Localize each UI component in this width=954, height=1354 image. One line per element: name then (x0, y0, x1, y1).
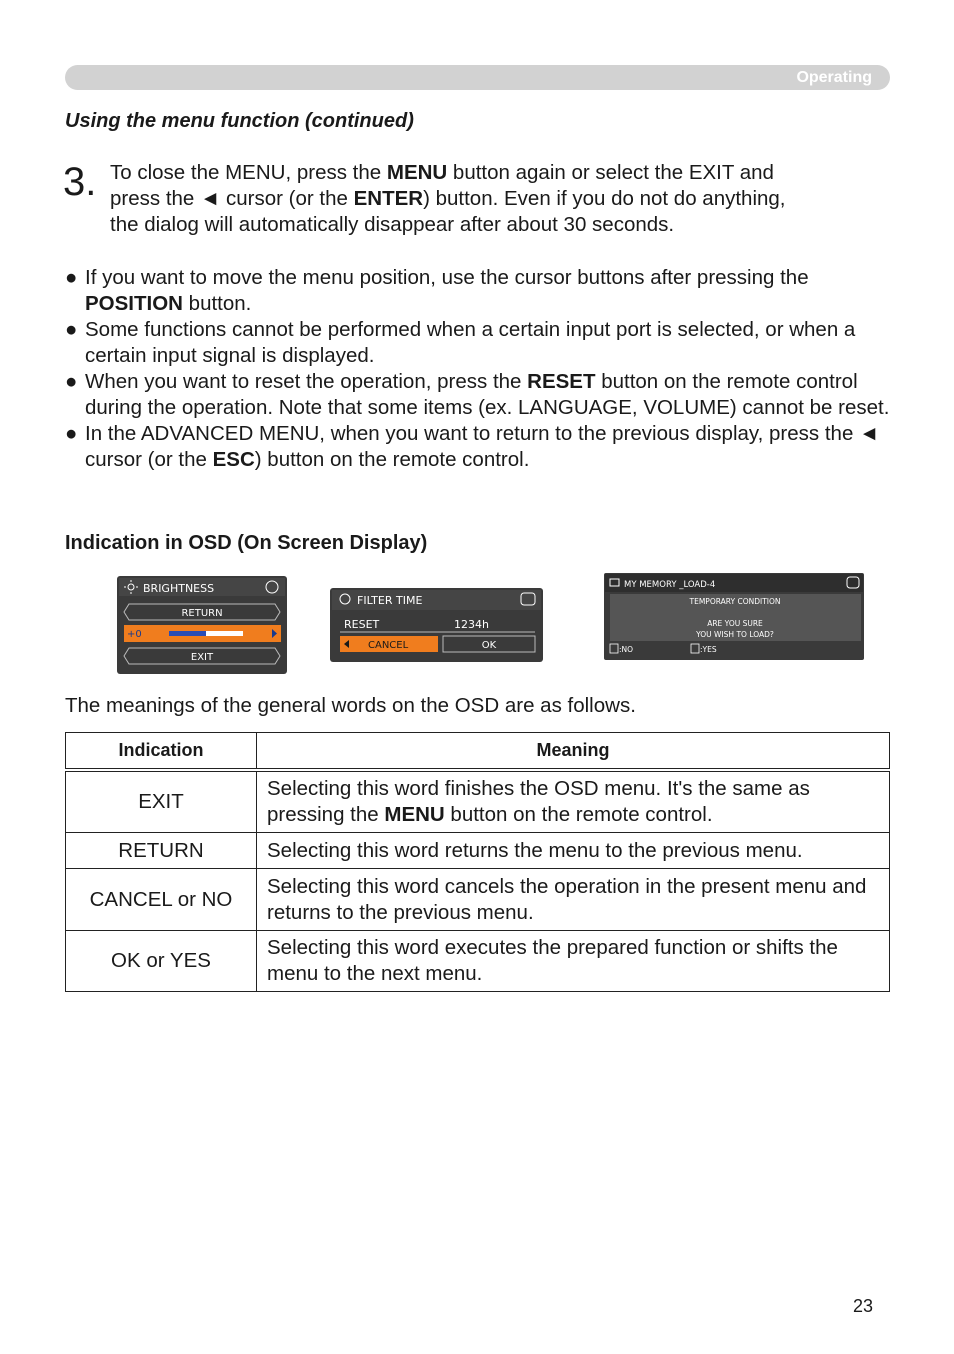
osd-brightness-value: +0 (127, 629, 142, 640)
bullet-icon: ● (65, 370, 78, 393)
reset-keyword: RESET (527, 370, 596, 393)
osd-brightness-image (117, 576, 287, 674)
osd-return-label: RETURN (181, 608, 223, 619)
table-row (66, 770, 890, 833)
section-label: Operating (796, 69, 872, 86)
osd-slider-fill (169, 631, 206, 636)
step-text: the dialog will automatically disappear after about 30 seconds. (110, 213, 675, 236)
meaning-cell (257, 770, 890, 833)
osd-words-table (65, 732, 890, 992)
notes-list (65, 265, 895, 473)
note-text: When you want to reset the operation, press the (85, 370, 528, 393)
meaning-text: Selecting this word finishes the OSD menu. It's the same as pressing the (267, 777, 810, 826)
section-title: Using the menu function (continued) (65, 110, 414, 132)
header-meaning: Meaning (257, 733, 890, 771)
table-header-row (66, 733, 890, 771)
step-text: To close the MENU, press the (110, 161, 387, 184)
osd-yes-label: :YES (700, 645, 717, 654)
table-row (66, 869, 890, 931)
step-text: press the ◄ cursor (or the (110, 187, 354, 210)
header-indication: Indication (66, 733, 257, 771)
note-item (65, 421, 895, 473)
osd-memory-title: MY MEMORY _LOAD-4 (624, 580, 716, 590)
meanings-intro: The meanings of the general words on the OSD are as follows. (65, 694, 636, 717)
note-item (65, 265, 895, 317)
step-text: button again or select the EXIT and (447, 161, 774, 184)
note-text: button. (182, 292, 252, 315)
meaning-text: button on the remote control. (444, 803, 713, 826)
osd-no-label: :NO (619, 645, 634, 654)
indication-cell: RETURN (66, 833, 257, 869)
osd-brightness-title: BRIGHTNESS (143, 582, 215, 595)
osd-filter-title: FILTER TIME (357, 594, 423, 607)
osd-memory-line2: ARE YOU SURE (707, 619, 763, 628)
esc-keyword: ESC (212, 448, 255, 471)
osd-exit-label: EXIT (190, 652, 214, 663)
indication-cell: EXIT (66, 770, 257, 833)
note-text: In the ADVANCED MENU, when you want to return to the previous display, press the ◄ cursor (or the (85, 422, 880, 471)
indication-cell: CANCEL or NO (66, 869, 257, 931)
osd-reset-label: RESET (344, 618, 380, 631)
meaning-cell: Selecting this word executes the prepared function or shifts the menu to the next menu. (257, 931, 890, 992)
meaning-cell: Selecting this word returns the menu to the previous menu. (257, 833, 890, 869)
osd-filter-image (330, 588, 543, 662)
table-row (66, 931, 890, 992)
note-item (65, 317, 895, 369)
step-number: 3. (63, 160, 97, 204)
note-item (65, 369, 895, 421)
position-keyword: POSITION (85, 292, 183, 315)
section-header-bar (65, 65, 890, 90)
menu-keyword: MENU (386, 161, 448, 184)
osd-heading: Indication in OSD (On Screen Display) (65, 532, 428, 554)
note-text: If you want to move the menu position, use the cursor buttons after pressing the (85, 266, 809, 289)
bullet-icon: ● (65, 422, 78, 445)
enter-keyword: ENTER (353, 187, 424, 210)
step-3-text (110, 160, 880, 238)
osd-hours-value: 1234h (454, 618, 489, 631)
note-text: Some functions cannot be performed when a certain input port is selected, or when a certain input signal is displayed. (85, 318, 856, 367)
page-number: 23 (853, 1296, 874, 1316)
osd-memory-line1: TEMPORARY CONDITION (689, 597, 781, 606)
osd-memory-image (604, 573, 864, 660)
osd-memory-line3: YOU WISH TO LOAD? (696, 630, 774, 639)
indication-cell: OK or YES (66, 931, 257, 992)
osd-cancel-label: CANCEL (368, 640, 409, 651)
step-text: ) button. Even if you do not do anything, (423, 187, 786, 210)
meaning-cell: Selecting this word cancels the operation in the present menu and returns to the previous menu. (257, 869, 890, 931)
osd-ok-label: OK (481, 640, 497, 651)
table-row (66, 833, 890, 869)
menu-keyword: MENU (384, 803, 445, 826)
bullet-icon: ● (65, 266, 78, 289)
bullet-icon: ● (65, 318, 78, 341)
note-text: button on the remote control during the operation. Note that some items (ex. LANGUAGE, VOLUME) cannot be reset. (85, 370, 890, 419)
note-text: ) button on the remote control. (254, 448, 530, 471)
